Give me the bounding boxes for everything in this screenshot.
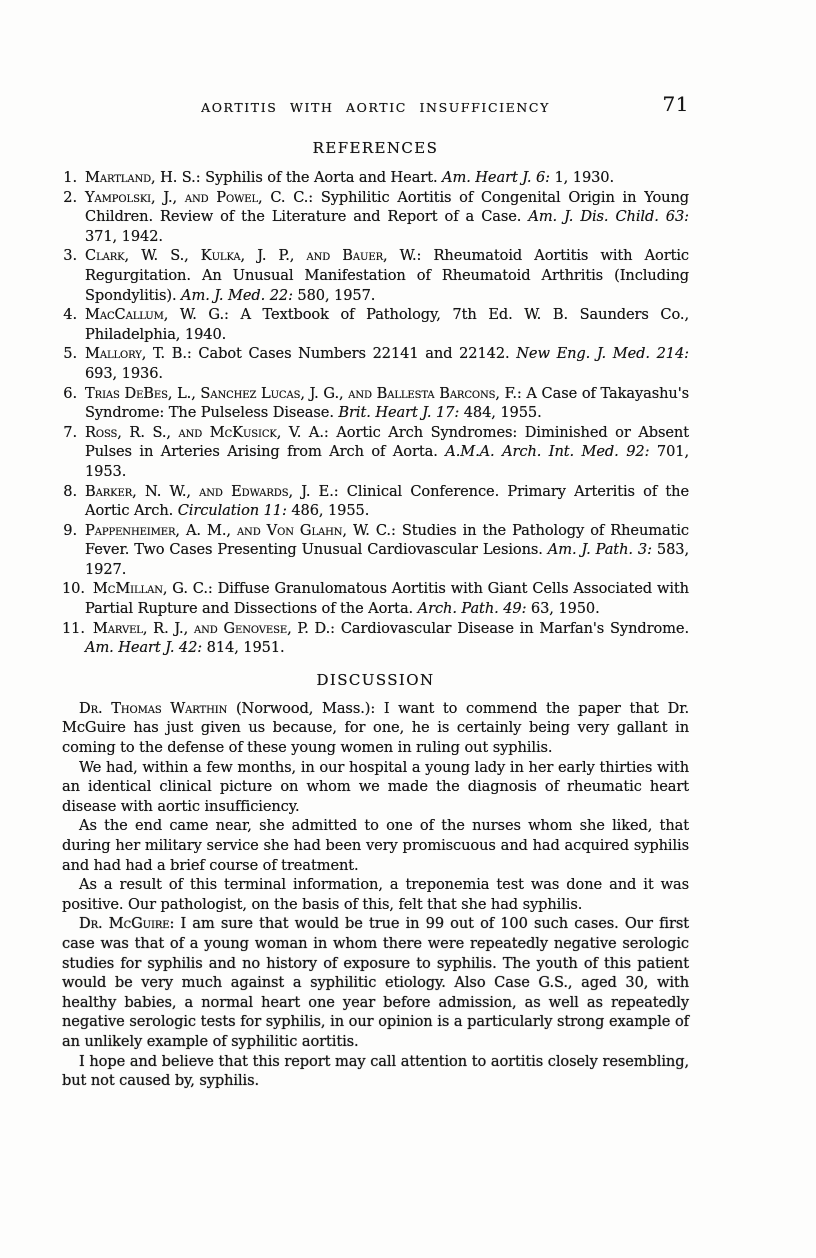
discussion-heading: DISCUSSION [316,670,435,689]
reference-authors: McMillan, G. C.: [92,580,213,598]
page-body [62,139,689,1091]
reference-number: 10. [62,580,85,598]
journal-citation: A.M.A. Arch. Int. Med. 92: [445,443,650,461]
discussion-paragraph [62,816,689,875]
journal-citation: Am. J. Med. 22: [181,286,293,304]
page-number: 71 [662,92,689,116]
journal-citation: Am. J. Path. 3: [547,541,652,559]
journal-citation: Am. Heart J. 42: [85,639,203,657]
reference-item [62,168,689,188]
reference-text: 701, 1953. [85,443,689,480]
reference-authors: MacCallum, W. G.: [85,306,229,324]
reference-item [62,344,689,383]
reference-text: Clinical Conference. Primary Arteritis of the Aortic Arch. [85,482,689,520]
reference-text: 583, 1927. [85,541,689,578]
reference-item [62,579,689,618]
reference-item [62,619,689,658]
reference-number: 6. [63,384,77,402]
discussion-body [62,699,689,1091]
page-header [62,92,689,118]
discussion-paragraph [62,875,689,914]
references-heading: REFERENCES [312,139,439,157]
reference-number: 11. [62,619,85,637]
references-list [62,168,689,658]
journal-citation: Brit. Heart J. 17: [338,404,460,422]
reference-authors: Trias DeBes, L., Sanchez Lucas, J. G., and Ballesta Barcons, F.: [85,384,522,402]
reference-text: 63, 1950. [526,600,600,618]
reference-authors: Mallory, T. B.: [85,345,192,363]
reference-text: 814, 1951. [202,639,285,657]
paragraph-text: As a result of this terminal information, a treponemia test was done and it was positive. Our pathologist, on the basis of this, felt that she had syphilis. [62,876,689,913]
journal-citation: New Eng. J. Med. 214: [516,345,689,363]
reference-item [62,423,689,482]
reference-text: Cardiovascular Disease in Marfan's Syndrome. [335,619,689,637]
reference-text: Studies in the Pathology of Rheumatic Fever. Two Cases Presenting Unusual Cardiovascular Lesions. [85,521,689,559]
reference-text: Aortic Arch Syndromes: Diminished or Absent Pulses in Arteries Arising from Arch of Aorta. [85,423,689,461]
reference-text: 371, 1942. [85,227,163,245]
journal-citation: Arch. Path. 49: [417,600,527,618]
paragraph-text: I hope and believe that this report may call attention to aortitis closely resembling, but not caused by, syphilis. [62,1052,689,1090]
reference-authors: Clark, W. S., Kulka, J. P., and Bauer, W.: [85,247,422,265]
reference-text: 580, 1957. [292,286,376,304]
reference-number: 9. [63,521,77,539]
paragraph-text: (Norwood, Mass.): I want to commend the paper that Dr. McGuire has just given us because, for one, he is certainly being very gallant in coming to the defense of these young women in ruling out syphilis. [62,699,690,757]
reference-number: 3. [63,247,77,265]
discussion-paragraph [62,914,689,1051]
reference-authors: Pappenheimer, A. M., and Von Glahn, W. C.: [85,521,396,539]
reference-text: 693, 1936. [85,364,163,382]
reference-item [62,305,689,344]
paragraph-text: As the end came near, she admitted to one of the nurses whom she liked, that during her military service she had been very promiscuous and had acquired syphilis and had had a brief course of treatment. [62,817,689,874]
journal-citation: Circulation 11: [177,502,287,520]
reference-number: 7. [63,423,77,441]
reference-item [62,246,689,305]
reference-item [62,188,689,247]
reference-text: Syphilis of the Aorta and Heart. [200,169,443,186]
reference-text: A Textbook of Pathology, 7th Ed. W. B. Saunders Co., Philadelphia, 1940. [85,306,690,343]
reference-text: 484, 1955. [459,404,542,422]
paragraph-text: I am sure that would be true in 99 out of 100 such cases. Our first case was that of a young woman in whom there were repeatedly negative serologic studies for syphilis and no history of exposure to syphilis. The youth of this patient would be very much against a syphilitic etiology. Also Case G.S., aged 30, with healthy babies, a normal heart one year before admission, as well as repeatedly negative serologic tests for syphilis, in our opinion is a particularly strong example of an unlikely example of syphilitic aortitis. [62,915,689,1050]
reference-text: Diffuse Granulomatous Aortitis with Giant Cells Associated with Partial Rupture and Dissections of the Aorta. [85,580,689,618]
reference-text: Cabot Cases Numbers 22141 and 22142. [191,345,517,363]
discussion-paragraph [62,758,689,817]
reference-authors: Martland, H. S.: [85,169,201,186]
reference-authors: Marvel, R. J., and Genovese, P. D.: [92,619,335,637]
running-head: AORTITIS WITH AORTIC INSUFFICIENCY [201,100,550,115]
journal-citation: Am. J. Dis. Child. 63: [528,208,689,226]
discussion-paragraph [62,1052,689,1091]
reference-text: 486, 1955. [286,502,370,520]
reference-text: Syphilitic Aortitis of Congenital Origin in Young Children. Review of the Literature and Report of a Case. [85,188,689,226]
reference-number: 4. [63,306,77,324]
speaker-name: Dr. Thomas Warthin [79,699,228,717]
journal-citation: Am. Heart J. 6: [442,169,550,186]
reference-item [62,482,689,521]
paragraph-text: We had, within a few months, in our hospital a young lady in her early thirties with an identical clinical picture on whom we made the diagnosis of rheumatic heart disease with aortic insufficiency. [62,758,689,815]
speaker-name: Dr. McGuire: [79,915,175,933]
reference-number: 1. [63,169,77,186]
reference-number: 2. [63,188,77,206]
reference-authors: Yampolski, J., and Powel, C. C.: [85,188,314,206]
reference-item [62,521,689,580]
reference-authors: Ross, R. S., and McKusick, V. A.: [85,423,329,441]
reference-authors: Barker, N. W., and Edwards, J. E.: [85,482,339,500]
reference-number: 8. [63,482,77,500]
reference-number: 5. [63,345,77,363]
reference-text: A Case of Takayashu's Syndrome: The Pulseless Disease. [85,384,689,422]
discussion-paragraph [62,699,689,758]
reference-text: Rheumatoid Aortitis with Aortic Regurgitation. An Unusual Manifestation of Rheumatoid Arthritis (Including Spondylitis). [85,247,689,304]
reference-item [62,384,689,423]
reference-text: 1, 1930. [549,169,615,186]
